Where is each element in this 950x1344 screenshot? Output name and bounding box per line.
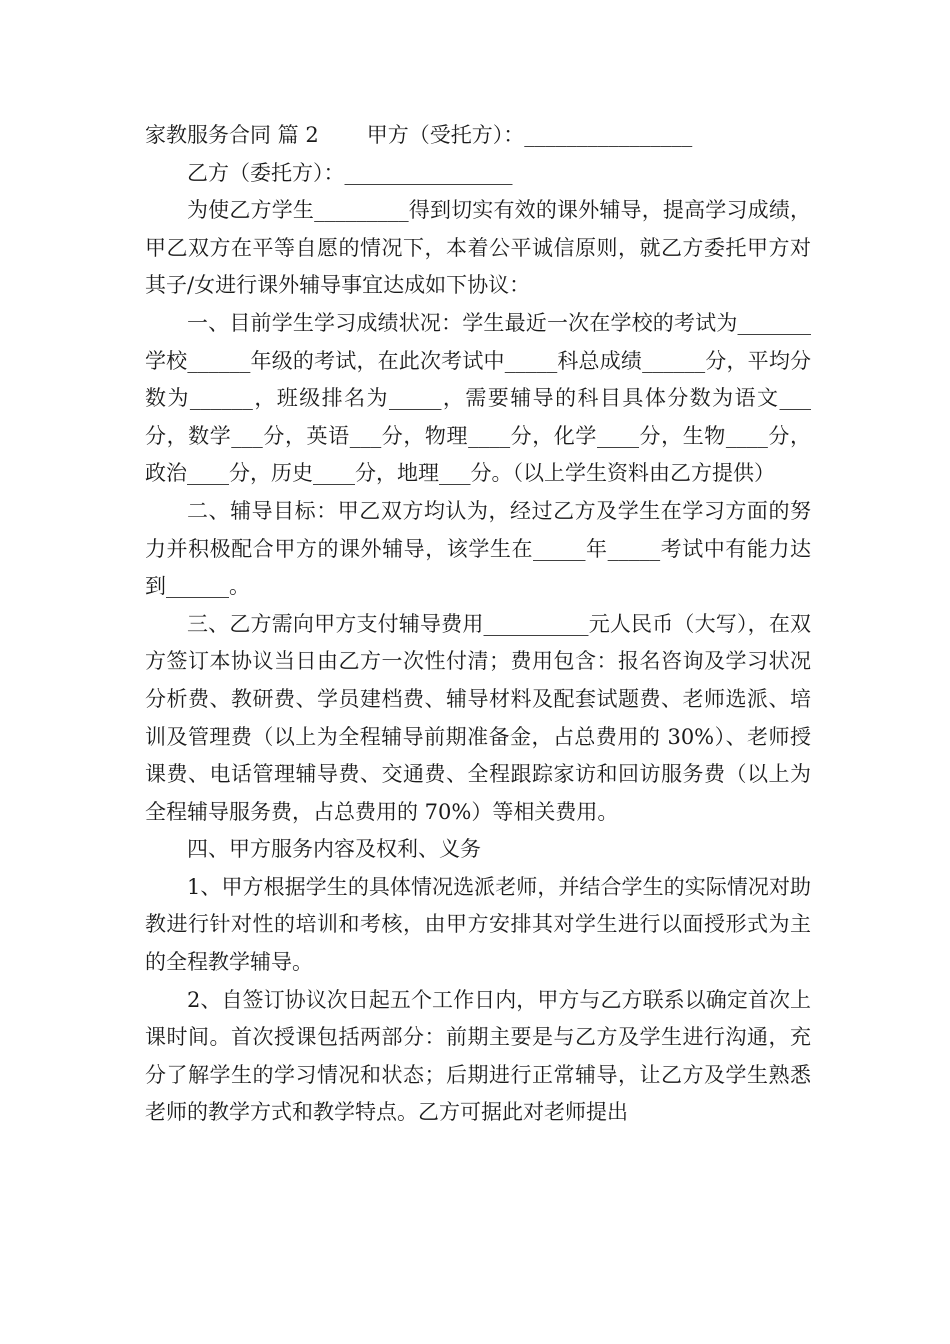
- clause-4-heading: 四、甲方服务内容及权利、义务: [187, 837, 481, 862]
- clause-4-item-2: 2、自签订协议次日起五个工作日内，甲方与乙方联系以确定首次上课时间。首次授课包括两部分：前期主要是与乙方及学生进行沟通，充分了解学生的学习情况和状态；后期进行正常辅导，让乙方及学生熟悉老师的教学方式和教学特点。乙方可据此对老师提出: [145, 987, 811, 1125]
- clause-2-tutoring-goal: 二、辅导目标：甲乙双方均认为，经过乙方及学生在学习方面的努力并积极配合甲方的课外辅导，该学生在_____年_____考试中有能力达到______。: [145, 498, 811, 599]
- preamble-paragraph: 为使乙方学生_________得到切实有效的课外辅导，提高学习成绩，甲乙双方在平等自愿的情况下，本着公平诚信原则，就乙方委托甲方对其子/女进行课外辅导事宜达成如下协议：: [145, 198, 811, 298]
- document-title: 家教服务合同 篇 2: [145, 123, 319, 147]
- party-a-line: 甲方（受托方）：________________: [366, 123, 693, 147]
- clause-3-fees: 三、乙方需向甲方支付辅导费用__________元人民币（大写），在双方签订本协议当日由乙方一次性付清；费用包含：报名咨询及学习状况分析费、教研费、学员建档费、辅导材料及配套试题费、老师选派、培训及管理费（以上为全程辅导前期准备金，占总费用的 30%）、老师授课费、电话管理辅导费、交通费、全程跟踪家访和回访服务费（以上为全程辅导服务费，占总费用的 70%）等相关费用。: [145, 611, 811, 824]
- clause-4-item-1: 1、甲方根据学生的具体情况选派老师，并结合学生的实际情况对助教进行针对性的培训和考核，由甲方安排其对学生进行以面授形式为主的全程教学辅导。: [145, 874, 811, 975]
- party-b-line: 乙方（委托方）：________________: [187, 160, 513, 185]
- document-body: [145, 117, 811, 1132]
- document-header-line: [145, 117, 811, 155]
- clause-1-current-grades: 一、目前学生学习成绩状况：学生最近一次在学校的考试为_______学校______年级的考试，在此次考试中_____科总成绩______分，平均分数为______，班级排名为_____，需要辅导的科目具体分数为语文___分，数学___分，英语___分，物理____分，化学____分，生物____分，政治____分，历史____分，地理___分。（以上学生资料由乙方提供）: [145, 310, 811, 486]
